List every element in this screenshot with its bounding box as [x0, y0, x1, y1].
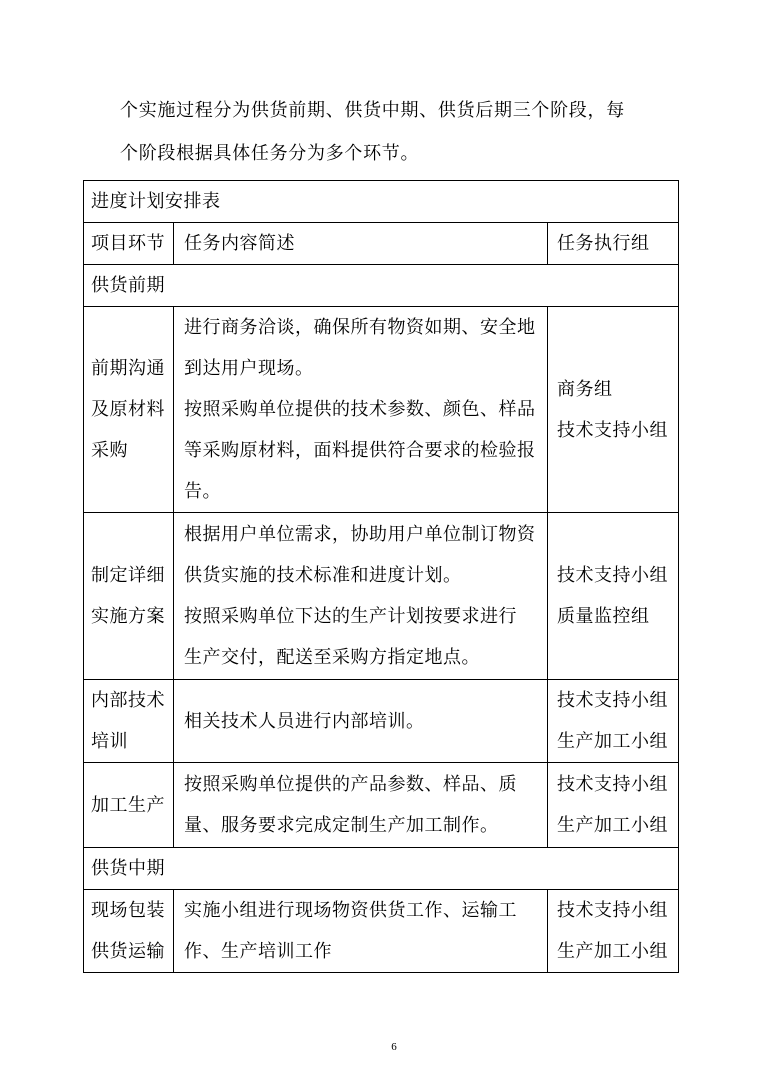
page-number: 6	[391, 1041, 397, 1053]
stage-cell	[84, 307, 174, 513]
stage-cell	[84, 890, 174, 973]
task-cell	[174, 307, 548, 513]
group-line: 技术支持小组	[557, 774, 668, 794]
table-row	[84, 763, 679, 848]
task-cell	[174, 890, 548, 973]
stage-line: 采购	[91, 440, 128, 460]
task-line: 实施小组进行现场物资供货工作、运输工	[184, 900, 517, 920]
task-line: 按照采购单位提供的技术参数、颜色、样品	[184, 399, 536, 419]
stage-line: 制定详细	[91, 565, 165, 585]
group-cell	[548, 307, 679, 513]
stage-cell	[84, 680, 174, 763]
task-line: 等采购原材料，面料提供符合要求的检验报	[184, 440, 536, 460]
stage-cell	[84, 513, 174, 680]
header-task: 任务内容简述	[174, 223, 548, 265]
intro-text-line: 个阶段根据具体任务分为多个环节。	[120, 143, 420, 163]
group-line: 技术支持小组	[557, 419, 668, 440]
group-cell	[548, 890, 679, 973]
task-line: 按照采购单位下达的生产计划按要求进行	[184, 606, 517, 626]
table-row	[84, 513, 679, 680]
stage-line: 前期沟通	[91, 358, 165, 378]
task-line: 进行商务洽谈，确保所有物资如期、安全地	[184, 317, 536, 337]
table-row	[84, 890, 679, 973]
header-stage: 项目环节	[84, 223, 174, 265]
table-row	[84, 680, 679, 763]
task-line: 到达用户现场。	[184, 358, 314, 378]
table-row	[84, 307, 679, 513]
group-cell	[548, 680, 679, 763]
group-line: 商务组	[557, 378, 613, 399]
stage-line: 内部技术	[91, 690, 165, 710]
intro-text-line: 个实施过程分为供货前期、供货中期、供货后期三个阶段，每	[120, 100, 625, 120]
table-header-row	[84, 223, 679, 265]
group-cell	[548, 513, 679, 680]
group-line: 技术支持小组	[557, 690, 668, 710]
section-row	[84, 265, 679, 307]
group-line: 生产加工小组	[557, 731, 668, 751]
group-line: 生产加工小组	[557, 815, 668, 835]
group-line: 技术支持小组	[557, 565, 668, 585]
group-line: 生产加工小组	[557, 941, 668, 961]
table-title-row	[84, 181, 679, 223]
task-line: 作、生产培训工作	[184, 941, 332, 961]
stage-line: 实施方案	[91, 606, 165, 626]
group-cell	[548, 763, 679, 848]
stage-line: 供货运输	[91, 941, 165, 961]
task-line: 量、服务要求完成定制生产加工制作。	[184, 815, 499, 835]
schedule-table	[83, 180, 679, 973]
task-cell	[174, 763, 548, 848]
group-line: 质量监控组	[557, 606, 650, 626]
task-line: 相关技术人员进行内部培训。	[184, 710, 425, 731]
header-group: 任务执行组	[548, 223, 679, 265]
stage-line: 现场包装	[91, 900, 165, 920]
stage-line: 及原材料	[91, 399, 165, 419]
group-line: 技术支持小组	[557, 900, 668, 920]
section-row	[84, 848, 679, 890]
task-cell	[174, 680, 548, 763]
stage-line: 加工生产	[91, 794, 165, 815]
task-line: 告。	[184, 481, 221, 501]
task-line: 按照采购单位提供的产品参数、样品、质	[184, 774, 517, 794]
task-line: 供货实施的技术标准和进度计划。	[184, 565, 462, 585]
table-title: 进度计划安排表	[84, 181, 679, 223]
section-title: 供货中期	[84, 848, 679, 890]
task-line: 生产交付，配送至采购方指定地点。	[184, 647, 480, 667]
section-title: 供货前期	[84, 265, 679, 307]
task-cell	[174, 513, 548, 680]
stage-cell	[84, 763, 174, 848]
stage-line: 培训	[91, 731, 128, 751]
task-line: 根据用户单位需求，协助用户单位制订物资	[184, 524, 536, 544]
